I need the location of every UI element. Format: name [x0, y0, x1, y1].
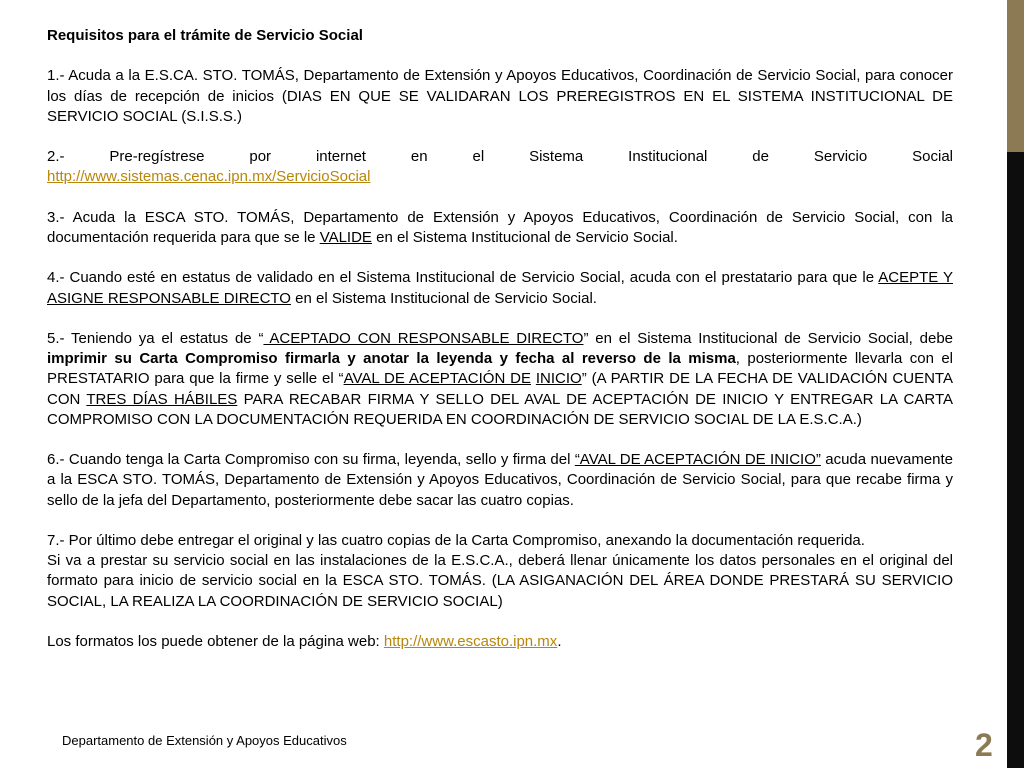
requirement-4	[47, 268, 953, 308]
side-accent-bar-gold	[1007, 0, 1024, 152]
requirement-4-text-b: en el Sistema Institucional de Servicio Social.	[290, 289, 597, 307]
side-accent-bar-dark	[1007, 152, 1024, 768]
requirement-5-text-c: , posteriormente llevarla con el PRESTATARIO para que la firme y selle el “	[47, 350, 954, 388]
requirement-5-underlined-dias: TRES DÍAS HÁBILES	[86, 390, 238, 408]
formats-note-text: Los formatos los puede obtener de la página web:	[47, 632, 384, 650]
requirement-4-text-a: 4.- Cuando esté en estatus de validado en el Sistema Institucional de Servicio Social, acuda con el prestatario para que le	[47, 269, 879, 287]
requirement-6-text-b: acuda nuevamente a la ESCA STO. TOMÁS, Departamento de Extensión y Apoyos Educativos, Coordinación de Servicio Social, para que recabe firma y sello de la jefa del Departamento, posteriormente debe sacar las cuatro copias.	[47, 451, 954, 509]
requirement-5-text-e: ” (A PARTIR DE LA FECHA DE VALIDACIÓN CUENTA CON	[47, 370, 953, 408]
slide-content	[47, 26, 953, 652]
requirement-7-note: Si va a prestar su servicio social en las instalaciones de la E.S.C.A., deberá llenar únicamente los datos personales en el original del formato para inicio de servicio social en la ESCA STO. TOMÁS. (LA ASIGANACIÓN DEL ÁREA DONDE PRESTARÁ SU SERVICIO SOCIAL, LA REALIZA LA COORDINACIÓN DE SERVICIO SOCIAL)	[47, 552, 953, 610]
requirement-5-underlined-status: ACEPTADO CON RESPONSABLE DIRECTO	[263, 329, 584, 347]
requirement-7: 7.- Por último debe entregar el original y las cuatro copias de la Carta Compromiso, anexando la documentación requerida.	[47, 531, 865, 549]
requirement-5-underlined-inicio: INICIO	[535, 370, 582, 388]
requirement-3-underlined: VALIDE	[319, 228, 372, 246]
requirement-1: 1.- Acuda a la E.S.CA. STO. TOMÁS, Departamento de Extensión y Apoyos Educativos, Coordinación de Servicio Social, para conocer los días de recepción de inicios (DIAS EN QUE SE VALIDARAN LOS PREREGISTROS EN EL SISTEMA INSTITUCIONAL DE SERVICIO SOCIAL (S.I.S.S.)	[47, 67, 953, 125]
requirement-6-text-a: 6.- Cuando tenga la Carta Compromiso con su firma, leyenda, sello y firma del	[47, 451, 575, 469]
requirement-3-text-b: en el Sistema Institucional de Servicio Social.	[371, 228, 678, 246]
requirement-6	[47, 450, 953, 511]
formats-note	[47, 632, 953, 652]
requirement-3	[47, 208, 953, 248]
siss-link[interactable]: http://www.sistemas.cenac.ipn.mx/ServicioSocial	[47, 168, 371, 186]
requirement-3-text-a: 3.- Acuda la ESCA STO. TOMÁS, Departamento de Extensión y Apoyos Educativos, Coordinación de Servicio Social, con la documentación requerida para que se le	[47, 208, 953, 246]
requirement-2-text: 2.- Pre-regístrese por internet en el Sistema Institucional de Servicio Social	[47, 148, 953, 166]
footer-department: Departamento de Extensión y Apoyos Educativos	[62, 733, 347, 748]
requirement-5-text-a: 5.- Teniendo ya el estatus de “	[47, 329, 264, 347]
page-number: 2	[975, 727, 993, 763]
requirement-5-bold: imprimir su Carta Compromiso firmarla y anotar la leyenda y fecha al reverso de la misma	[47, 350, 736, 368]
requirement-5-underlined-aval: AVAL DE ACEPTACIÓN DE	[343, 370, 531, 388]
escasto-link[interactable]: http://www.escasto.ipn.mx	[383, 632, 558, 650]
requirement-4-underlined: ACEPTE Y ASIGNE RESPONSABLE DIRECTO	[47, 269, 953, 307]
requirement-6-underlined: “AVAL DE ACEPTACIÓN DE INICIO”	[574, 451, 821, 469]
requirement-2	[47, 147, 953, 167]
requirement-2-link-row	[47, 167, 953, 187]
formats-note-end: .	[557, 632, 562, 650]
slide-title: Requisitos para el trámite de Servicio Social	[47, 27, 363, 44]
requirement-5-text-b: ” en el Sistema Institucional de Servicio Social, debe	[583, 329, 954, 347]
requirement-5-text-f: PARA RECABAR FIRMA Y SELLO DEL AVAL DE ACEPTACIÓN DE INICIO Y ENTREGAR LA CARTA COMPROMISO CON LA DOCUMENTACIÓN REQUERIDA EN COORDINACIÓN DE SERVICIO SOCIAL DE LA E.S.C.A.)	[47, 390, 954, 428]
requirement-5	[47, 329, 953, 430]
